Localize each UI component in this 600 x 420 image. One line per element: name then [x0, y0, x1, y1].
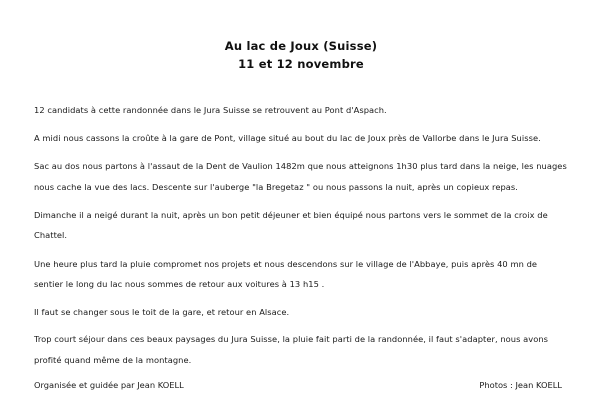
footer-organizer: Organisée et guidée par Jean KOELL — [34, 380, 184, 390]
document-body — [34, 100, 568, 370]
paragraph: A midi nous cassons la croûte à la gare de Pont, village situé au bout du lac de Joux près de Vallorbe dans le Jura Suisse. — [34, 132, 541, 143]
document-title — [34, 38, 568, 74]
title-line-1: Au lac de Joux (Suisse) — [224, 39, 378, 53]
paragraph: Il faut se changer sous le toit de la gare, et retour en Alsace. — [34, 307, 290, 318]
paragraph: 12 candidats à cette randonnée dans le Jura Suisse se retrouvent au Pont d'Aspach. — [34, 104, 387, 115]
document-footer — [34, 380, 568, 390]
paragraph: Trop court séjour dans ces beaux paysages du Jura Suisse, la pluie fait parti de la randonnée, il faut s'adapter, nous avons profité quand même de la montagne. — [34, 334, 549, 365]
footer-photos: Photos : Jean KOELL — [479, 380, 562, 390]
paragraph: Dimanche il a neigé durant la nuit, après un bon petit déjeuner et bien équipé nous partons vers le sommet de la croix de Chattel. — [34, 209, 548, 241]
paragraph: Une heure plus tard la pluie compromet nos projets et nous descendons sur le village de l'Abbaye, puis après 40 mn de sentier le long du lac nous sommes de retour aux voitures à 13 h15 . — [34, 258, 538, 289]
paragraph: Sac au dos nous partons à l'assaut de la Dent de Vaulion 1482m que nous atteignons 1h30 plus tard dans la neige, les nuages nous cache la vue des lacs. Descente sur l'auberge "la Bregetaz " ou nous passons la nuit, après un copieux repas. — [34, 161, 567, 192]
title-line-2: 11 et 12 novembre — [238, 56, 364, 71]
